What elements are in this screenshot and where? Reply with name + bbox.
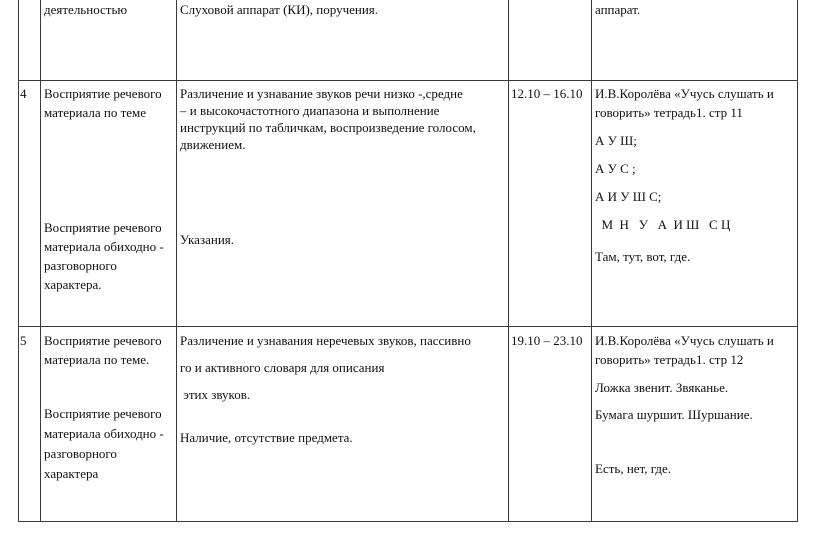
row-1-material-line: А У С ;	[595, 161, 636, 176]
row-1-number: 4	[20, 86, 27, 101]
row-1-dates: 12.10 – 16.10	[511, 86, 583, 101]
row-2-content-line: го и активного словаря для описания	[180, 360, 385, 375]
row-1-content-line: – и высокочастотного диапазона и выполнение	[180, 103, 440, 118]
row-1-topic2-line: разговорного	[44, 258, 117, 273]
row-1-material-line: говорить» тетрадь1. стр 11	[595, 105, 743, 120]
row-1-topic-line: материала по теме	[44, 105, 147, 120]
row-2-topic2-line: Восприятие речевого	[44, 406, 162, 421]
row-1-topic2-line: Восприятие речевого	[44, 220, 162, 235]
row-1-material-line: М Н У А И Ш С Ц	[595, 217, 731, 232]
row-2-material-line: Ложка звенит. Звяканье.	[595, 380, 729, 395]
row-1-material-line: А У Ш;	[595, 133, 637, 148]
row-2-topic-line: материала по теме.	[44, 352, 150, 367]
row-2-topic2-line: разговорного	[44, 446, 117, 461]
row-2-content-line: Различение и узнавания неречевых звуков, пассивно	[180, 333, 471, 348]
row-1-topic-line: Восприятие речевого	[44, 86, 162, 101]
row-2-dates: 19.10 – 23.10	[511, 333, 583, 348]
row-1-topic2-line: материала обиходно -	[44, 239, 164, 254]
row-2-content-line: этих звуков.	[180, 387, 251, 402]
table-border-col1	[40, 0, 41, 522]
row-1-material-line: И.В.Королёва «Учусь слушать и	[595, 86, 774, 101]
row-0-content: Слуховой аппарат (КИ), поручения.	[180, 2, 379, 17]
row-2-material-line: И.В.Королёва «Учусь слушать и	[595, 333, 774, 348]
row-0-topic: деятельностью	[44, 2, 128, 17]
table-border-right	[797, 0, 798, 522]
row-1-topic2-line: характера.	[44, 277, 102, 292]
table-border-left	[18, 0, 19, 522]
row-0-material: аппарат.	[595, 2, 641, 17]
table-border-col4	[591, 0, 592, 522]
row-1-content2-line: Указания.	[180, 232, 234, 247]
row-2-material-line: говорить» тетрадь1. стр 12	[595, 352, 744, 367]
table-border-col2	[176, 0, 177, 522]
row-1-content-line: движением.	[180, 137, 246, 152]
row-2-material-line: Есть, нет, где.	[595, 461, 672, 476]
row-2-topic2-line: характера	[44, 466, 99, 481]
row-2-topic-line: Восприятие речевого	[44, 333, 162, 348]
row-2-topic2-line: материала обиходно -	[44, 426, 164, 441]
row-2-content-line: Наличие, отсутствие предмета.	[180, 430, 353, 445]
table-border-col3	[508, 0, 509, 522]
row-1-content-line: Различение и узнавание звуков речи низко -,средне	[180, 86, 463, 101]
row-2-material-line: Бумага шуршит. Шуршание.	[595, 407, 753, 422]
row-1-material-line: А И У Ш С;	[595, 189, 662, 204]
row-2-number: 5	[20, 333, 27, 348]
row-border-1	[18, 80, 798, 81]
row-border-2	[18, 326, 798, 327]
row-border-3	[18, 521, 798, 522]
row-1-content-line: инструкций по табличкам, воспроизведение голосом,	[180, 120, 476, 135]
row-1-material-line: Там, тут, вот, где.	[595, 249, 691, 264]
